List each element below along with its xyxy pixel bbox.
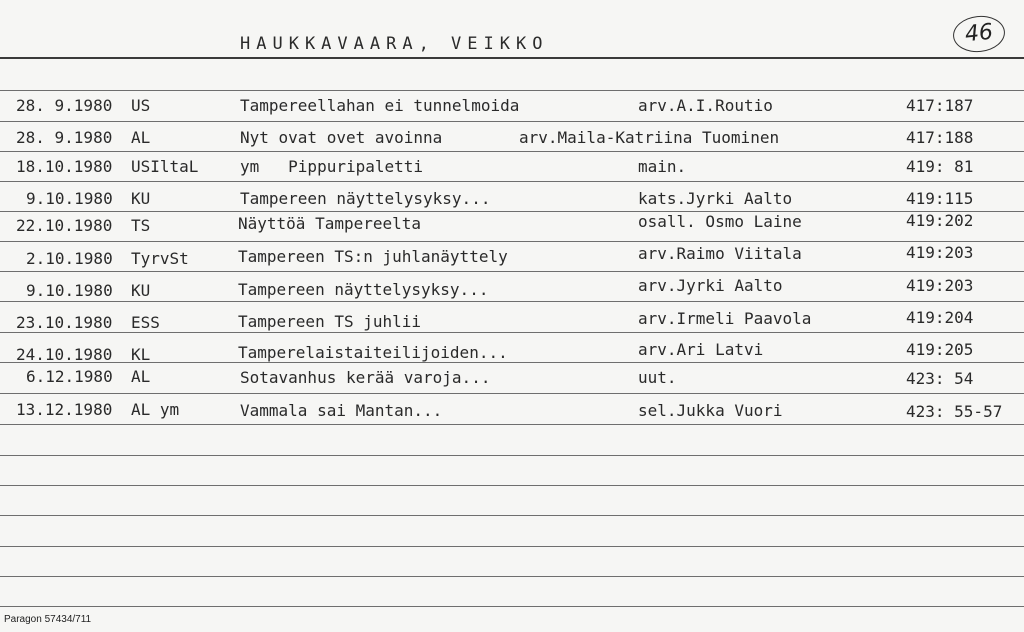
entry-author: arv.Irmeli Paavola (638, 309, 812, 328)
rule-line (0, 181, 1024, 182)
entry-source: USIltaL (131, 157, 199, 176)
rule-line (0, 362, 1024, 363)
rule-line (0, 121, 1024, 122)
entry-ref: 417:188 (906, 128, 974, 147)
rule-line (0, 241, 1024, 242)
entry-title: Vammala sai Mantan... (240, 401, 443, 420)
entry-ref: 423: 55-57 (906, 402, 1003, 421)
entry-ref: 419:203 (906, 243, 974, 262)
rule-line (0, 271, 1024, 272)
entry-source: KU (131, 281, 151, 300)
rule-line (0, 546, 1024, 547)
rule-line (0, 455, 1024, 456)
rule-line (0, 57, 1024, 59)
entry-date: 18.10.1980 (16, 157, 113, 176)
rule-line (0, 211, 1024, 212)
entry-author: uut. (638, 368, 677, 387)
entry-date: 22.10.1980 (16, 216, 113, 235)
rule-line (0, 515, 1024, 516)
rule-line (0, 151, 1024, 152)
card-number: 46 (951, 13, 1006, 54)
entry-source: AL (131, 128, 151, 147)
entry-ref: 419:202 (906, 211, 974, 230)
entry-source: AL ym (131, 400, 180, 419)
entry-title: ym Pippuripaletti (240, 157, 424, 176)
entry-source: AL (131, 367, 151, 386)
entry-author: main. (638, 157, 687, 176)
rule-line (0, 576, 1024, 577)
entry-date: 9.10.1980 (26, 189, 113, 208)
entry-ref: 419:204 (906, 308, 974, 327)
entry-author: arv.A.I.Routio (638, 96, 773, 115)
entry-source: TS (131, 216, 151, 235)
entry-source: KL (131, 345, 151, 364)
entry-ref: 419:205 (906, 340, 974, 359)
printer-imprint: Paragon 57434/711 (4, 614, 92, 625)
entry-date: 28. 9.1980 (16, 96, 113, 115)
entry-ref: 419: 81 (906, 157, 974, 176)
entry-ref: 419:115 (906, 189, 974, 208)
entry-author: arv.Ari Latvi (638, 340, 764, 359)
entry-source: KU (131, 189, 151, 208)
entry-date: 2.10.1980 (26, 249, 113, 268)
rule-line (0, 301, 1024, 302)
entry-title: Tampereen TS:n juhlanäyttely (238, 247, 508, 266)
entry-title: Tampereellahan ei tunnelmoida (240, 96, 520, 115)
entry-author: arv.Jyrki Aalto (638, 276, 783, 295)
entry-author: osall. Osmo Laine (638, 212, 802, 231)
entry-date: 24.10.1980 (16, 345, 113, 364)
entry-source: US (131, 96, 151, 115)
entry-author: arv.Maila-Katriina Tuominen (519, 128, 780, 147)
entry-title: Nyt ovat ovet avoinna (240, 128, 443, 147)
entry-author: sel.Jukka Vuori (638, 401, 783, 420)
entry-author: kats.Jyrki Aalto (638, 189, 793, 208)
entry-ref: 419:203 (906, 276, 974, 295)
entry-title: Tamperelaistaiteilijoiden... (238, 343, 508, 362)
entry-date: 13.12.1980 (16, 400, 113, 419)
entry-date: 28. 9.1980 (16, 128, 113, 147)
rule-line (0, 393, 1024, 394)
card-heading: HAUKKAVAARA, VEIKKO (240, 34, 549, 54)
entry-source: TyrvSt (131, 249, 189, 268)
entry-ref: 417:187 (906, 96, 974, 115)
entry-title: Sotavanhus kerää varoja... (240, 368, 491, 387)
entry-title: Tampereen näyttelysyksy... (238, 280, 489, 299)
rule-line (0, 606, 1024, 607)
entry-date: 9.10.1980 (26, 281, 113, 300)
entry-title: Tampereen näyttelysyksy... (240, 189, 491, 208)
entry-source: ESS (131, 313, 160, 332)
entry-title: Tampereen TS juhlii (238, 312, 422, 331)
rule-line (0, 424, 1024, 425)
entry-date: 6.12.1980 (26, 367, 113, 386)
entry-ref: 423: 54 (906, 369, 974, 388)
entry-title: Näyttöä Tampereelta (238, 214, 422, 233)
rule-line (0, 90, 1024, 91)
rule-line (0, 485, 1024, 486)
entry-author: arv.Raimo Viitala (638, 244, 802, 263)
entry-date: 23.10.1980 (16, 313, 113, 332)
